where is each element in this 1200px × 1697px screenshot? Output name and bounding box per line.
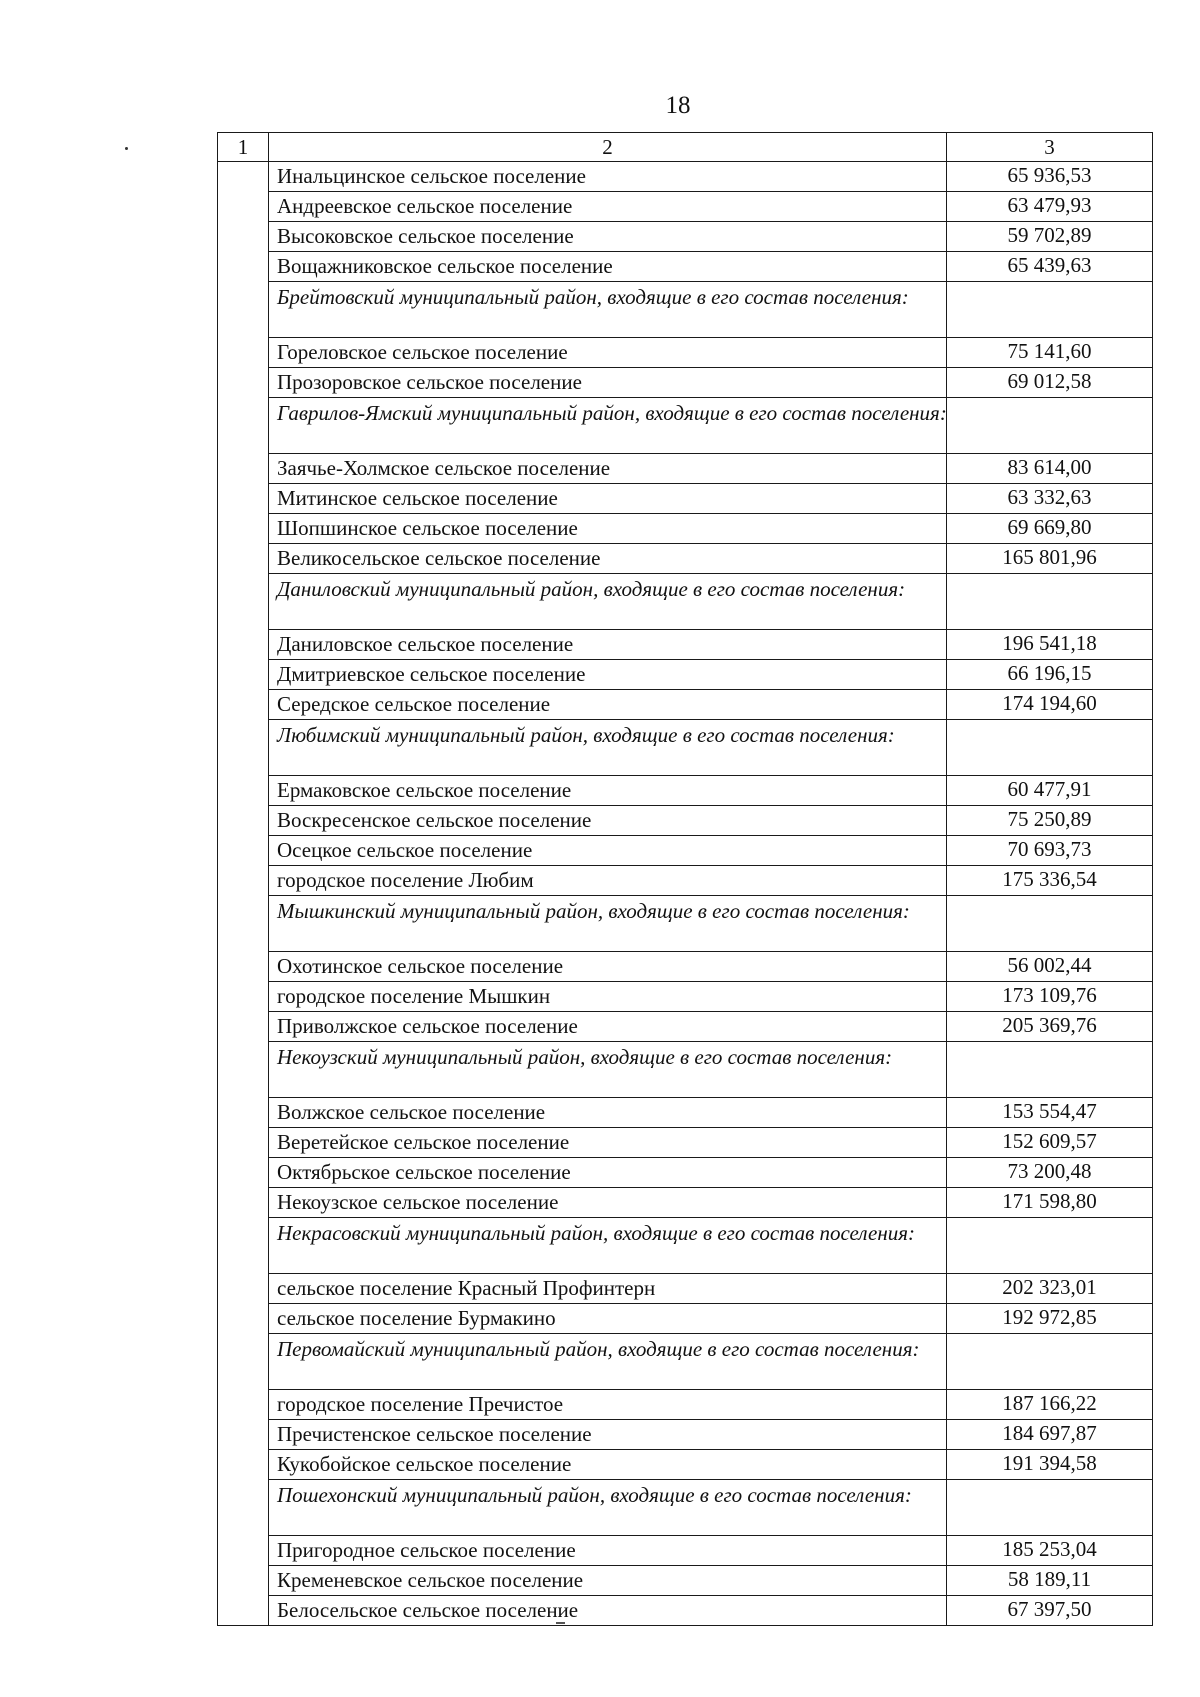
settlement-name: Воскресенское сельское поселение bbox=[269, 806, 947, 836]
amount: 184 697,87 bbox=[947, 1420, 1153, 1450]
page-number-text: 18 bbox=[665, 92, 691, 119]
table-row bbox=[218, 982, 1153, 1012]
settlement-name: Заячье-Холмское сельское поселение bbox=[269, 454, 947, 484]
settlement-name: Ермаковское сельское поселение bbox=[269, 776, 947, 806]
amount: 174 194,60 bbox=[947, 690, 1153, 720]
settlement-name: Вощажниковское сельское поселение bbox=[269, 252, 947, 282]
column-2-header: 2 bbox=[269, 133, 947, 162]
district-heading: Некрасовский муниципальный район, входящие в его состав поселения: bbox=[269, 1218, 947, 1274]
settlement-name: Приволжское сельское поселение bbox=[269, 1012, 947, 1042]
row-index-cell bbox=[218, 952, 269, 982]
row-index-cell bbox=[218, 368, 269, 398]
row-index-cell bbox=[218, 514, 269, 544]
settlement-name: городское поселение Пречистое bbox=[269, 1390, 947, 1420]
amount: 75 141,60 bbox=[947, 338, 1153, 368]
settlement-name: Октябрьское сельское поселение bbox=[269, 1158, 947, 1188]
table-row bbox=[218, 1596, 1153, 1626]
settlement-name: Некоузское сельское поселение bbox=[269, 1188, 947, 1218]
table-row bbox=[218, 836, 1153, 866]
amount: 175 336,54 bbox=[947, 866, 1153, 896]
district-heading: Гаврилов-Ямский муниципальный район, входящие в его состав поселения: bbox=[269, 398, 947, 454]
table-row bbox=[218, 1566, 1153, 1596]
row-index-cell bbox=[218, 1218, 269, 1274]
amount: 69 012,58 bbox=[947, 368, 1153, 398]
row-index-cell bbox=[218, 1304, 269, 1334]
district-heading: Даниловский муниципальный район, входящие в его состав поселения: bbox=[269, 574, 947, 630]
row-index-cell bbox=[218, 1480, 269, 1536]
district-heading: Брейтовский муниципальный район, входящие в его состав поселения: bbox=[269, 282, 947, 338]
row-index-cell bbox=[218, 1596, 269, 1626]
settlement-name: Высоковское сельское поселение bbox=[269, 222, 947, 252]
table-row bbox=[218, 544, 1153, 574]
empty-amount-cell bbox=[947, 1480, 1153, 1536]
settlement-name: Веретейское сельское поселение bbox=[269, 1128, 947, 1158]
table-row bbox=[218, 1304, 1153, 1334]
amount: 152 609,57 bbox=[947, 1128, 1153, 1158]
row-index-cell bbox=[218, 1566, 269, 1596]
row-index-cell bbox=[218, 222, 269, 252]
district-heading: Пошехонский муниципальный район, входящие в его состав поселения: bbox=[269, 1480, 947, 1536]
table-row bbox=[218, 192, 1153, 222]
row-index-cell bbox=[218, 398, 269, 454]
row-index-cell bbox=[218, 806, 269, 836]
table-row bbox=[218, 660, 1153, 690]
amount: 73 200,48 bbox=[947, 1158, 1153, 1188]
row-index-cell bbox=[218, 1188, 269, 1218]
row-index-cell bbox=[218, 836, 269, 866]
amount: 83 614,00 bbox=[947, 454, 1153, 484]
table-row bbox=[218, 1098, 1153, 1128]
district-heading: Любимский муниципальный район, входящие в его состав поселения: bbox=[269, 720, 947, 776]
allocation-table bbox=[217, 132, 1153, 1626]
amount: 65 439,63 bbox=[947, 252, 1153, 282]
district-heading-row bbox=[218, 398, 1153, 454]
table-row bbox=[218, 866, 1153, 896]
settlement-name: Даниловское сельское поселение bbox=[269, 630, 947, 660]
row-index-cell bbox=[218, 252, 269, 282]
amount: 67 397,50 bbox=[947, 1596, 1153, 1626]
settlement-name: Охотинское сельское поселение bbox=[269, 952, 947, 982]
table-row bbox=[218, 454, 1153, 484]
settlement-name: Пригородное сельское поселение bbox=[269, 1536, 947, 1566]
row-index-cell bbox=[218, 982, 269, 1012]
table-row bbox=[218, 252, 1153, 282]
amount: 205 369,76 bbox=[947, 1012, 1153, 1042]
district-heading-row bbox=[218, 720, 1153, 776]
district-heading-row bbox=[218, 574, 1153, 630]
table-row bbox=[218, 1390, 1153, 1420]
row-index-cell bbox=[218, 192, 269, 222]
amount: 65 936,53 bbox=[947, 162, 1153, 192]
settlement-name: Осецкое сельское поселение bbox=[269, 836, 947, 866]
row-index-cell bbox=[218, 776, 269, 806]
table-row bbox=[218, 162, 1153, 192]
settlement-name: Кременевское сельское поселение bbox=[269, 1566, 947, 1596]
table-row bbox=[218, 1420, 1153, 1450]
row-index-cell bbox=[218, 1334, 269, 1390]
row-index-cell bbox=[218, 282, 269, 338]
scan-speck bbox=[125, 147, 128, 150]
table-row bbox=[218, 514, 1153, 544]
empty-amount-cell bbox=[947, 1042, 1153, 1098]
table-row bbox=[218, 484, 1153, 514]
row-index-cell bbox=[218, 720, 269, 776]
table-row bbox=[218, 368, 1153, 398]
table-row bbox=[218, 776, 1153, 806]
amount: 196 541,18 bbox=[947, 630, 1153, 660]
table-row bbox=[218, 1274, 1153, 1304]
column-3-header: 3 bbox=[947, 133, 1153, 162]
amount: 75 250,89 bbox=[947, 806, 1153, 836]
table-row bbox=[218, 222, 1153, 252]
settlement-name: Дмитриевское сельское поселение bbox=[269, 660, 947, 690]
settlement-name: Волжское сельское поселение bbox=[269, 1098, 947, 1128]
amount: 165 801,96 bbox=[947, 544, 1153, 574]
settlement-name: Шопшинское сельское поселение bbox=[269, 514, 947, 544]
row-index-cell bbox=[218, 338, 269, 368]
table-row bbox=[218, 952, 1153, 982]
row-index-cell bbox=[218, 1012, 269, 1042]
district-heading-row bbox=[218, 1042, 1153, 1098]
settlement-name: Андреевское сельское поселение bbox=[269, 192, 947, 222]
table-body bbox=[218, 162, 1153, 1626]
column-1-header: 1 bbox=[218, 133, 269, 162]
column-number-row bbox=[218, 133, 1153, 162]
row-index-cell bbox=[218, 1420, 269, 1450]
row-index-cell bbox=[218, 690, 269, 720]
settlement-name: Прозоровское сельское поселение bbox=[269, 368, 947, 398]
empty-amount-cell bbox=[947, 1334, 1153, 1390]
empty-amount-cell bbox=[947, 896, 1153, 952]
empty-amount-cell bbox=[947, 574, 1153, 630]
row-index-cell bbox=[218, 162, 269, 192]
district-heading-row bbox=[218, 1480, 1153, 1536]
amount: 66 196,15 bbox=[947, 660, 1153, 690]
table-header bbox=[218, 133, 1153, 162]
district-heading-row bbox=[218, 1334, 1153, 1390]
settlement-name: Гореловское сельское поселение bbox=[269, 338, 947, 368]
row-index-cell bbox=[218, 1042, 269, 1098]
page-number bbox=[0, 92, 1200, 120]
amount: 59 702,89 bbox=[947, 222, 1153, 252]
table-row bbox=[218, 806, 1153, 836]
table-row bbox=[218, 1012, 1153, 1042]
table-row bbox=[218, 690, 1153, 720]
table-row bbox=[218, 338, 1153, 368]
amount: 185 253,04 bbox=[947, 1536, 1153, 1566]
amount: 63 479,93 bbox=[947, 192, 1153, 222]
table-row bbox=[218, 1128, 1153, 1158]
row-index-cell bbox=[218, 1450, 269, 1480]
settlement-name: сельское поселение Красный Профинтерн bbox=[269, 1274, 947, 1304]
district-heading: Некоузский муниципальный район, входящие в его состав поселения: bbox=[269, 1042, 947, 1098]
amount: 191 394,58 bbox=[947, 1450, 1153, 1480]
row-index-cell bbox=[218, 660, 269, 690]
amount: 70 693,73 bbox=[947, 836, 1153, 866]
settlement-name: городское поселение Любим bbox=[269, 866, 947, 896]
row-index-cell bbox=[218, 454, 269, 484]
settlement-name: Середское сельское поселение bbox=[269, 690, 947, 720]
amount: 202 323,01 bbox=[947, 1274, 1153, 1304]
settlement-name: Великосельское сельское поселение bbox=[269, 544, 947, 574]
row-index-cell bbox=[218, 1158, 269, 1188]
amount: 60 477,91 bbox=[947, 776, 1153, 806]
empty-amount-cell bbox=[947, 1218, 1153, 1274]
settlement-name: Кукобойское сельское поселение bbox=[269, 1450, 947, 1480]
district-heading: Первомайский муниципальный район, входящие в его состав поселения: bbox=[269, 1334, 947, 1390]
table-row bbox=[218, 1450, 1153, 1480]
row-index-cell bbox=[218, 1390, 269, 1420]
amount: 56 002,44 bbox=[947, 952, 1153, 982]
settlement-name: сельское поселение Бурмакино bbox=[269, 1304, 947, 1334]
amount: 192 972,85 bbox=[947, 1304, 1153, 1334]
row-index-cell bbox=[218, 1536, 269, 1566]
settlement-name: Пречистенское сельское поселение bbox=[269, 1420, 947, 1450]
row-index-cell bbox=[218, 574, 269, 630]
amount: 171 598,80 bbox=[947, 1188, 1153, 1218]
amount: 63 332,63 bbox=[947, 484, 1153, 514]
row-index-cell bbox=[218, 544, 269, 574]
empty-amount-cell bbox=[947, 720, 1153, 776]
table-row bbox=[218, 1158, 1153, 1188]
settlement-name: городское поселение Мышкин bbox=[269, 982, 947, 1012]
amount: 187 166,22 bbox=[947, 1390, 1153, 1420]
row-index-cell bbox=[218, 1274, 269, 1304]
row-index-cell bbox=[218, 484, 269, 514]
settlement-name: Инальцинское сельское поселение bbox=[269, 162, 947, 192]
row-index-cell bbox=[218, 896, 269, 952]
amount: 153 554,47 bbox=[947, 1098, 1153, 1128]
district-heading-row bbox=[218, 1218, 1153, 1274]
settlement-name: Митинское сельское поселение bbox=[269, 484, 947, 514]
row-index-cell bbox=[218, 630, 269, 660]
table-row bbox=[218, 630, 1153, 660]
row-index-cell bbox=[218, 866, 269, 896]
settlement-name: Белосельское сельское поселение bbox=[269, 1596, 947, 1626]
empty-amount-cell bbox=[947, 398, 1153, 454]
table-row bbox=[218, 1188, 1153, 1218]
district-heading: Мышкинский муниципальный район, входящие в его состав поселения: bbox=[269, 896, 947, 952]
amount: 58 189,11 bbox=[947, 1566, 1153, 1596]
district-heading-row bbox=[218, 282, 1153, 338]
district-heading-row bbox=[218, 896, 1153, 952]
row-index-cell bbox=[218, 1098, 269, 1128]
row-index-cell bbox=[218, 1128, 269, 1158]
amount: 69 669,80 bbox=[947, 514, 1153, 544]
empty-amount-cell bbox=[947, 282, 1153, 338]
table-row bbox=[218, 1536, 1153, 1566]
amount: 173 109,76 bbox=[947, 982, 1153, 1012]
